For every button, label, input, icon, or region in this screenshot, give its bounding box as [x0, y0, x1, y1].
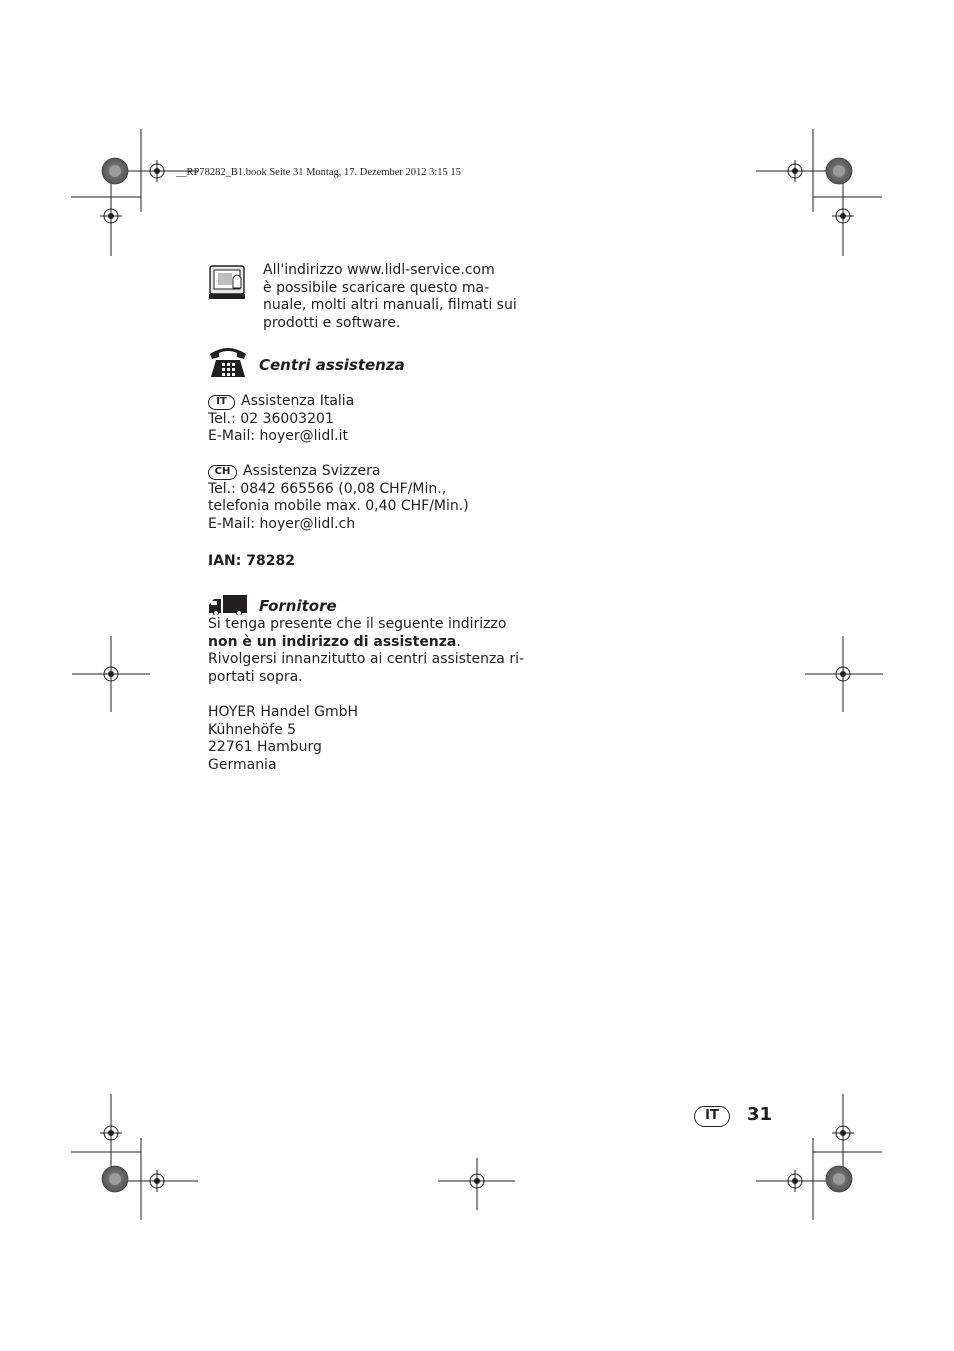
supplier-heading: Fornitore: [259, 597, 337, 615]
download-info: All'indirizzo www.lidl-service.com è possibile scaricare questo ma- nuale, molti altri manuali, filmati sui prodotti e software.: [263, 262, 517, 331]
footer-language-badge: IT: [694, 1106, 730, 1127]
telephone-icon: [208, 344, 248, 378]
ian-number: IAN: 78282: [208, 553, 295, 569]
service-italy: IT Assistenza Italia Tel.: 02 36003201 E-Mail: hoyer@lidl.it: [208, 393, 355, 445]
print-slug: __RP78282_B1.book Seite 31 Montag, 17. Dezember 2012 3:15 15: [176, 167, 461, 178]
truck-icon: [208, 595, 248, 615]
supplier-address: HOYER Handel GmbH Kühnehöfe 5 22761 Hamburg Germania: [208, 704, 359, 773]
page-number: 31: [747, 1104, 773, 1125]
country-badge-it: IT: [208, 395, 235, 410]
service-heading: Centri assistenza: [259, 356, 405, 374]
supplier-note: Si tenga presente che il seguente indirizzo non è un indirizzo di assistenza. Rivolgersi innanzitutto ai centri assistenza ri- portati sopra.: [208, 616, 525, 685]
service-switzerland: CH Assistenza Svizzera Tel.: 0842 665566 (0,08 CHF/Min., telefonia mobile max. 0,40 CHF/Min.) E-Mail: hoyer@lidl.ch: [208, 463, 469, 532]
computer-download-icon: [209, 264, 249, 302]
country-badge-ch: CH: [208, 465, 237, 480]
